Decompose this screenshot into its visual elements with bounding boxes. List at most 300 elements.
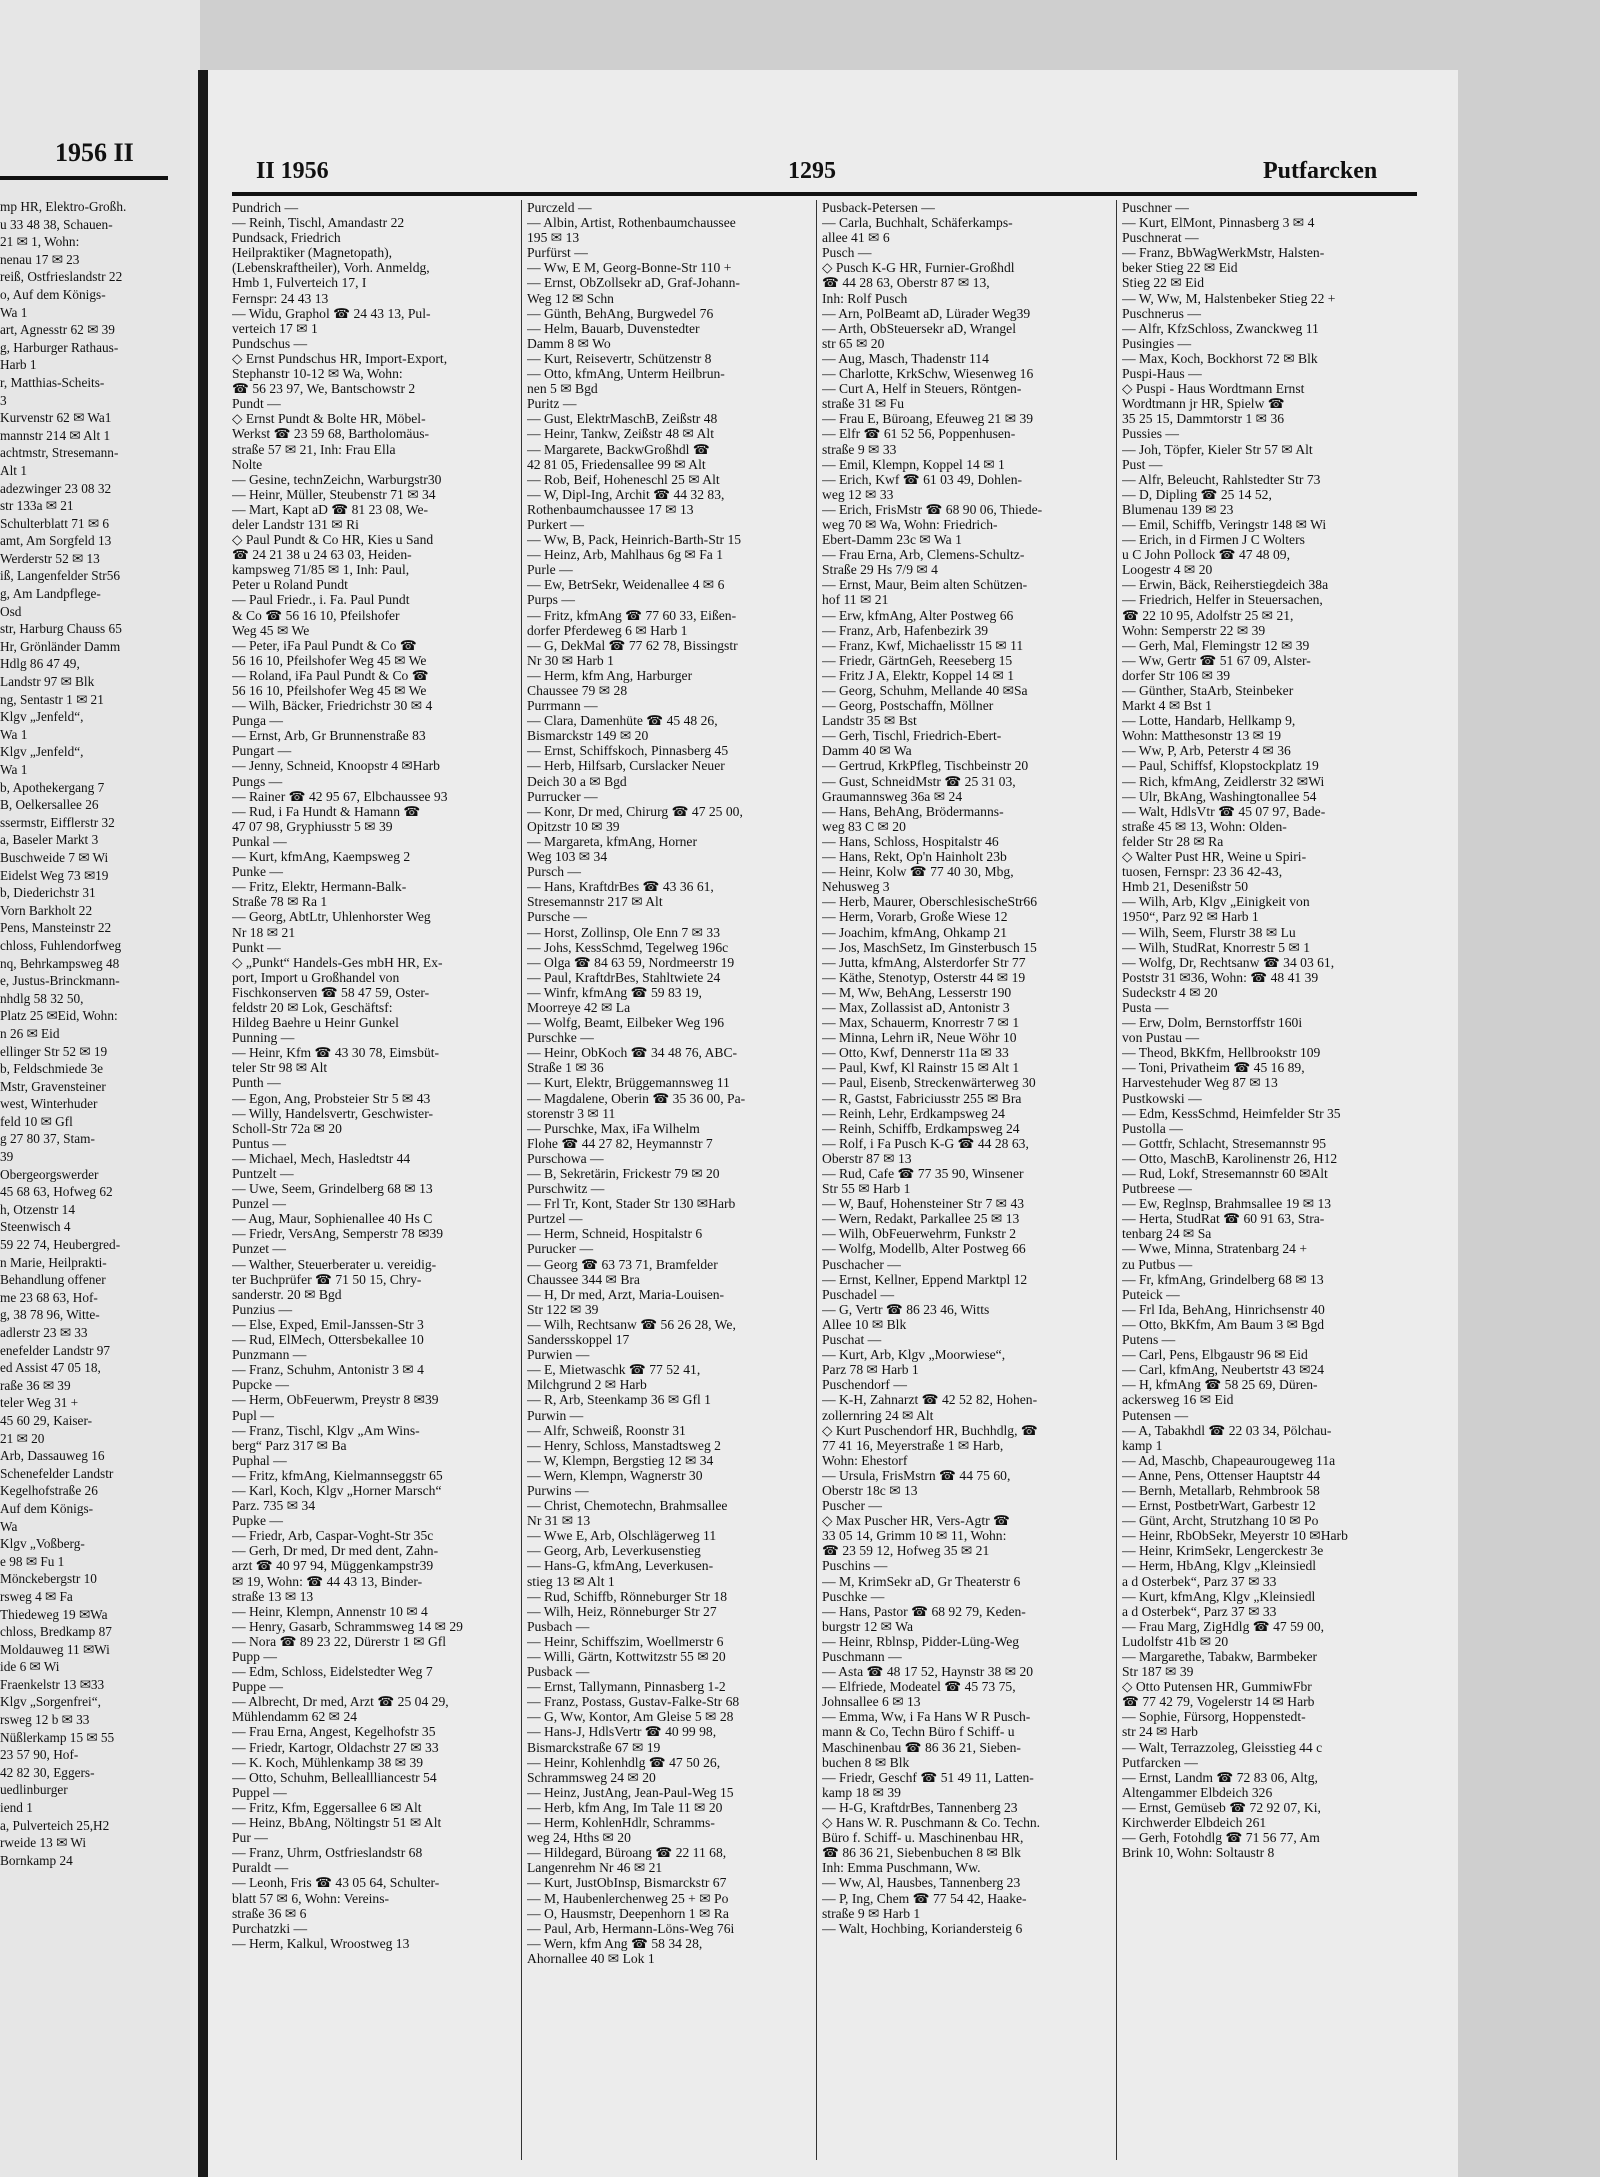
directory-entry-line: Pupl — — [232, 1407, 274, 1423]
directory-entry-line: Putbreese — — [1122, 1181, 1192, 1197]
directory-entry-line: — Widu, Graphol ☎ 24 43 13, Pul- — [232, 305, 431, 321]
directory-entry-line: straße 9 ✉ 33 — [822, 441, 897, 457]
directory-entry-line: — Arth, ObSteuersekr aD, Wrangel — [822, 320, 1016, 336]
directory-entry-line: tenbarg 24 ✉ Sa — [1122, 1226, 1212, 1242]
directory-entry-line: — Anne, Pens, Ottenser Hauptstr 44 — [1122, 1467, 1321, 1483]
directory-entry-line: zollernring 24 ✉ Alt — [822, 1407, 934, 1423]
directory-entry-line: Chaussee 79 ✉ 28 — [527, 683, 628, 698]
directory-entry-line: — Kurt, kfmAng, Kaempsweg 2 — [232, 849, 411, 865]
directory-entry-line: — Emil, Schiffb, Veringstr 148 ✉ Wi — [1122, 516, 1327, 532]
directory-entry-line: ◇ Puspi - Haus Wordtmann Ernst — [1122, 381, 1305, 397]
directory-entry-line: — Günt, Archt, Strutzhang 10 ✉ Po — [1122, 1513, 1319, 1529]
directory-entry-line: — Max, Zollassist aD, Antonistr 3 — [822, 999, 1010, 1015]
directory-entry-line: 33 05 14, Grimm 10 ✉ 11, Wohn: — [822, 1528, 1007, 1544]
directory-entry-line: Ludolfstr 41b ✉ 20 — [1122, 1633, 1229, 1649]
directory-entry-line: — Hans, BehAng, Brödermanns- — [822, 803, 1004, 819]
directory-entry-line: (Lebenskraftheiler), Vorh. Anmeldg, — [232, 260, 430, 276]
directory-entry-line: stieg 13 ✉ Alt 1 — [527, 1573, 615, 1589]
directory-entry-line: Weg 103 ✉ 34 — [527, 849, 608, 865]
directory-entry-line: Sandersskoppel 17 — [527, 1332, 630, 1348]
directory-entry-line: — Herm, KohlenHdlr, Schramms- — [527, 1815, 715, 1831]
directory-entry-line: — Heinr, Müller, Steubenstr 71 ✉ 34 — [232, 486, 436, 502]
directory-entry-line: Puntzelt — — [232, 1166, 294, 1181]
left-page-line: a, Pulverteich 25,H2 — [0, 1817, 110, 1833]
left-page-line: 21 ✉ 1, Wohn: — [0, 234, 80, 250]
directory-entry-line: — Egon, Ang, Probsteier Str 5 ✉ 43 — [232, 1090, 431, 1106]
directory-entry-line: — Minna, Lehrn iR, Neue Wöhr 10 — [822, 1030, 1017, 1046]
directory-entry-line: — Walt, HdlsVtr ☎ 45 07 97, Bade- — [1122, 803, 1326, 819]
directory-entry-line: straße 31 ✉ Fu — [822, 396, 904, 412]
directory-entry-line: — Uwe, Seem, Grindelberg 68 ✉ 13 — [232, 1181, 433, 1197]
directory-entry-line: — Ernst, ObZollsekr aD, Graf-Johann- — [527, 275, 740, 291]
directory-entry-line: Schrammsweg 24 ✉ 20 — [527, 1769, 656, 1785]
directory-entry-line: ☎ 24 21 38 u 24 63 03, Heiden- — [232, 547, 412, 563]
directory-entry-line: Parz 78 ✉ Harb 1 — [822, 1362, 919, 1378]
directory-entry-line: — G, DekMal ☎ 77 62 78, Bissingstr — [527, 637, 738, 653]
directory-entry-line: — Else, Exped, Emil-Janssen-Str 3 — [232, 1316, 424, 1332]
directory-entry-line: Puschke — — [822, 1588, 885, 1604]
left-page-rule — [0, 176, 168, 180]
directory-entry-line: Oberstr 18c ✉ 13 — [822, 1482, 918, 1498]
directory-entry-line: ackersweg 16 ✉ Eid — [1122, 1392, 1234, 1408]
directory-entry-line: Purfürst — — [527, 245, 588, 261]
directory-entry-line: — Friedr, Kartogr, Oldachstr 27 ✉ 33 — [232, 1739, 439, 1755]
directory-entry-line: str 65 ✉ 20 — [822, 335, 885, 351]
directory-entry-line: — Nora ☎ 89 23 22, Dürerstr 1 ✉ Gfl — [232, 1633, 447, 1649]
directory-entry-line: Purle — — [527, 562, 573, 578]
directory-entry-line: Flohe ☎ 44 27 82, Heymannstr 7 — [527, 1135, 713, 1151]
directory-entry-line: — Bernh, Metallarb, Rehmbrook 58 — [1122, 1482, 1320, 1498]
directory-entry-line: Chaussee 344 ✉ Bra — [527, 1271, 640, 1287]
left-page-line: ng, Sentastr 1 ✉ 21 — [0, 691, 104, 707]
directory-entry-line: Brink 10, Wohn: Soltaustr 8 — [1122, 1845, 1275, 1861]
directory-entry-line: 195 ✉ 13 — [527, 230, 580, 246]
directory-entry-line: — Magdalene, Oberin ☎ 35 36 00, Pa- — [527, 1090, 746, 1106]
adjacent-left-page — [0, 0, 200, 2177]
directory-entry-line: — Fritz, Kfm, Eggersallee 6 ✉ Alt — [232, 1799, 422, 1815]
directory-entry-line: Peter u Roland Pundt — [232, 577, 348, 593]
directory-entry-line: ✉ 19, Wohn: ☎ 44 43 13, Binder- — [232, 1573, 423, 1589]
directory-entry-line: — Carl, Pens, Elbgaustr 96 ✉ Eid — [1122, 1347, 1308, 1363]
directory-entry-line: — Wern, kfm Ang ☎ 58 34 28, — [527, 1935, 703, 1951]
directory-entry-line: — Elfr ☎ 61 52 56, Poppenhusen- — [822, 426, 1016, 442]
directory-entry-line: dorfer Pferdeweg 6 ✉ Harb 1 — [527, 622, 688, 638]
directory-entry-line: felder Str 28 ✉ Ra — [1122, 833, 1224, 849]
directory-entry-line: — Fritz, Elektr, Hermann-Balk- — [232, 879, 407, 895]
directory-entry-line: — Ernst, Schiffskoch, Pinnasberg 45 — [527, 743, 729, 759]
directory-entry-line: Nr 18 ✉ 21 — [232, 924, 296, 940]
directory-entry-line: — Paul Friedr., i. Fa. Paul Pundt — [232, 592, 410, 608]
left-page-line: feld 10 ✉ Gfl — [0, 1113, 73, 1129]
directory-entry-line: Punzel — — [232, 1196, 286, 1212]
directory-entry-line: Mühlendamm 62 ✉ 24 — [232, 1709, 358, 1725]
directory-entry-line: arzt ☎ 40 97 94, Müggenkampstr39 — [232, 1558, 434, 1574]
directory-entry-line: — Wolfg, Beamt, Eilbeker Weg 196 — [527, 1015, 725, 1031]
directory-entry-line: — Georg, Schuhm, Mellande 40 ✉Sa — [822, 683, 1028, 698]
left-page-line: Klgv „Jenfeld“, — [0, 709, 84, 725]
directory-entry-line: Puschmann — — [822, 1649, 902, 1664]
directory-entry-line: — Ernst, Landm ☎ 72 83 06, Altg, — [1122, 1769, 1318, 1785]
directory-entry-line: — Max, Koch, Bockhorst 72 ✉ Blk — [1122, 350, 1318, 366]
directory-entry-line: Fischkonserven ☎ 58 47 59, Oster- — [232, 984, 430, 1000]
directory-entry-line: ◇ Hans W. R. Puschmann & Co. Techn. — [822, 1815, 1041, 1831]
left-page-text — [0, 198, 195, 1869]
directory-entry-line: Pundt — — [232, 396, 281, 412]
directory-entry-line: Puschat — — [822, 1332, 882, 1348]
directory-entry-line: ◇ „Punkt“ Handels-Ges mbH HR, Ex- — [232, 954, 443, 970]
directory-entry-line: — Albin, Artist, Rothenbaumchaussee — [527, 215, 736, 231]
directory-entry-line: ◇ Ernst Pundschus HR, Import-Export, — [232, 350, 448, 366]
directory-entry-line: — Aug, Masch, Thadenstr 114 — [822, 350, 989, 366]
directory-entry-line: — Konr, Dr med, Chirurg ☎ 47 25 00, — [527, 803, 743, 819]
left-page-line: chloss, Bredkamp 87 — [0, 1624, 112, 1640]
left-page-line: h, Otzenstr 14 — [0, 1201, 75, 1217]
directory-entry-line: Loogestr 4 ✉ 20 — [1122, 562, 1213, 578]
directory-entry-line: — K-H, Zahnarzt ☎ 42 52 82, Hohen- — [822, 1392, 1038, 1408]
left-page-line: west, Winterhuder — [0, 1096, 98, 1112]
directory-entry-line: Purps — — [527, 592, 575, 608]
directory-entry-line: Pusingies — — [1122, 335, 1192, 351]
left-page-line: 3 — [0, 392, 7, 408]
directory-entry-line: — Käthe, Stenotyp, Osterstr 44 ✉ 19 — [822, 969, 1026, 985]
directory-entry-line: von Pustau — — [1122, 1030, 1200, 1046]
directory-entry-line: — Ernst, Arb, Gr Brunnenstraße 83 — [232, 728, 426, 744]
directory-entry-line: straße 45 ✉ 13, Wohn: Olden- — [1122, 818, 1287, 834]
book-gutter — [198, 70, 208, 2177]
directory-entry-line: — Paul, KraftdrBes, Stahltwiete 24 — [527, 969, 721, 985]
directory-entry-line: Weg 12 ✉ Schn — [527, 290, 614, 306]
directory-entry-line: Maschinenbau ☎ 86 36 21, Sieben- — [822, 1739, 1021, 1755]
directory-entry-line: — Wilh, StudRat, Knorrestr 5 ✉ 1 — [1122, 939, 1311, 955]
directory-entry-line: — H, Dr med, Arzt, Maria-Louisen- — [527, 1286, 725, 1302]
left-page-line: ed Assist 47 05 18, — [0, 1360, 101, 1376]
directory-entry-line: Puphal — — [232, 1452, 287, 1468]
directory-entry-line: — Reinh, Lehr, Erdkampsweg 24 — [822, 1105, 1005, 1121]
left-page-line: Wa 1 — [0, 762, 28, 777]
directory-entry-line: — Wilh, Seem, Flurstr 38 ✉ Lu — [1122, 924, 1296, 940]
left-page-line: o, Auf dem Königs- — [0, 286, 106, 302]
directory-entry-line: Inh: Emma Puschmann, Ww. — [822, 1860, 981, 1876]
directory-entry-line: — Wern, Redakt, Parkallee 25 ✉ 13 — [822, 1211, 1020, 1227]
directory-entry-line: — Gertrud, KrkPfleg, Tischbeinstr 20 — [822, 758, 1029, 774]
directory-entry-line: Pupp — — [232, 1649, 277, 1664]
directory-entry-line: — Christ, Chemotechn, Brahmsallee — [527, 1498, 728, 1514]
directory-entry-line: — Alfr, KfzSchloss, Zwanckweg 11 — [1122, 320, 1319, 336]
directory-entry-line: Purschowa — — [527, 1150, 604, 1166]
directory-entry-line: Nr 30 ✉ Harb 1 — [527, 652, 614, 668]
left-page-line: b, Feldschmiede 3e — [0, 1061, 104, 1077]
directory-entry-line: — Paul, Kwf, Kl Rainstr 15 ✉ Alt 1 — [822, 1060, 1020, 1076]
directory-entry-line: — Albrecht, Dr med, Arzt ☎ 25 04 29, — [232, 1694, 449, 1710]
directory-entry-line: — Wilh, Heiz, Rönneburger Str 27 — [527, 1603, 717, 1619]
directory-entry-line: port, Import u Großhandel von — [232, 969, 400, 985]
directory-entry-line: ☎ 22 10 95, Adolfstr 25 ✉ 21, — [1122, 607, 1294, 623]
directory-entry-line: Puschner — — [1122, 200, 1189, 215]
directory-entry-line: — Willi, Gärtn, Kottwitzstr 55 ✉ 20 — [527, 1649, 726, 1664]
directory-entry-line: & Co ☎ 56 16 10, Pfeilshofer — [232, 607, 400, 623]
directory-entry-line: Puntus — — [232, 1135, 287, 1151]
directory-entry-line: Kirchwerder Elbdeich 261 — [1122, 1815, 1267, 1831]
directory-entry-line: 35 25 15, Dammtorstr 1 ✉ 36 — [1122, 411, 1285, 427]
left-page-line: Platz 25 ✉Eid, Wohn: — [0, 1008, 118, 1024]
left-page-line: Hdlg 86 47 49, — [0, 656, 80, 672]
directory-entry-line: — Rud, Schiffb, Rönneburger Str 18 — [527, 1588, 727, 1604]
directory-entry-line: — Franz, Postass, Gustav-Falke-Str 68 — [527, 1694, 740, 1710]
directory-entry-line: — Ww, Al, Hausbes, Tannenberg 23 — [822, 1875, 1021, 1891]
directory-entry-line: Rothenbaumchaussee 17 ✉ 13 — [527, 501, 694, 517]
directory-entry-line: str 24 ✉ Harb — [1122, 1724, 1198, 1740]
directory-entry-line: ter Buchprüfer ☎ 71 50 15, Chry- — [232, 1271, 422, 1287]
directory-entry-line: Pusbach — — [527, 1618, 590, 1634]
directory-entry-line: — Herta, StudRat ☎ 60 91 63, Stra- — [1122, 1211, 1325, 1227]
directory-entry-line: ◇ Max Puscher HR, Vers-Agtr ☎ — [822, 1513, 1010, 1529]
left-page-line: adlerstr 23 ✉ 33 — [0, 1325, 88, 1340]
directory-entry-line: — Michael, Mech, Hasledtstr 44 — [232, 1150, 411, 1166]
directory-entry-line: Putfarcken — — [1122, 1754, 1198, 1770]
directory-entry-line: Pursche — — [527, 909, 588, 925]
directory-entry-line: — O, Hausmstr, Deepenhorn 1 ✉ Ra — [527, 1905, 729, 1921]
directory-entry-line: — Herb, kfm Ang, Im Tale 11 ✉ 20 — [527, 1799, 723, 1815]
directory-entry-line: — Roland, iFa Paul Pundt & Co ☎ — [232, 667, 429, 683]
directory-entry-line: — Edm, Schloss, Eidelstedter Weg 7 — [232, 1664, 433, 1680]
left-page-line: 39 — [0, 1149, 14, 1165]
left-page-line: mannstr 214 ✉ Alt 1 — [0, 427, 111, 443]
directory-entry-line: — Rolf, i Fa Pusch K-G ☎ 44 28 63, — [822, 1135, 1029, 1151]
column-divider — [816, 200, 817, 2160]
left-page-line: n Marie, Heilprakti- — [0, 1254, 107, 1270]
directory-entry-line: Damm 8 ✉ Wo — [527, 335, 611, 351]
page-number: 1295 — [788, 158, 836, 184]
directory-entry-line: — Fritz, kfmAng ☎ 77 60 33, Eißen- — [527, 607, 737, 623]
directory-entry-line: Puritz — — [527, 396, 577, 412]
directory-entry-line: — Fritz J A, Elektr, Koppel 14 ✉ 1 — [822, 667, 1015, 683]
directory-entry-line: Pussies — — [1122, 426, 1180, 442]
directory-entry-line: — Hans-G, kfmAng, Leverkusen- — [527, 1558, 714, 1574]
directory-entry-line: burgstr 12 ✉ Wa — [822, 1618, 913, 1634]
left-page-line: g, Harburger Rathaus- — [0, 339, 119, 355]
directory-entry-line: Stresemannstr 217 ✉ Alt — [527, 894, 663, 910]
directory-entry-line: — Kurt, Elektr, Brüggemannsweg 11 — [527, 1075, 730, 1091]
directory-entry-line: — Margarete, BackwGroßhdl ☎ — [527, 441, 710, 457]
directory-entry-line: Punth — — [232, 1075, 281, 1091]
directory-entry-line: Deich 30 a ✉ Bgd — [527, 773, 627, 789]
directory-entry-line: — Heinz, BbAng, Nöltingstr 51 ✉ Alt — [232, 1815, 442, 1831]
directory-entry-line: Pust — — [1122, 456, 1163, 472]
directory-entry-line: — Rainer ☎ 42 95 67, Elbchaussee 93 — [232, 788, 448, 804]
left-page-line: Kurvenstr 62 ✉ Wa1 — [0, 410, 112, 426]
directory-entry-line: Purrucker — — [527, 788, 598, 804]
directory-entry-line: — W, Dipl-Ing, Archit ☎ 44 32 83, — [527, 486, 725, 502]
directory-entry-line: Büro f. Schiff- u. Maschinenbau HR, — [822, 1830, 1024, 1846]
directory-entry-line: — Purschke, Max, iFa Wilhelm — [527, 1120, 700, 1136]
directory-entry-line: beker Stieg 22 ✉ Eid — [1122, 260, 1238, 276]
directory-entry-line: — Rob, Beif, Hoheneschl 25 ✉ Alt — [527, 471, 720, 487]
directory-entry-line: — Wern, Klempn, Wagnerstr 30 — [527, 1467, 703, 1483]
directory-entry-line: Punke — — [232, 864, 283, 880]
directory-entry-line: — Erw, Dolm, Bernstorffstr 160i — [1122, 1015, 1303, 1031]
directory-entry-line: — R, Gastst, Fabriciusstr 255 ✉ Bra — [822, 1090, 1022, 1106]
directory-entry-line: Hildeg Baehre u Heinr Gunkel — [232, 1015, 399, 1031]
directory-entry-line: Punkal — — [232, 833, 287, 849]
directory-entry-line: — Olga ☎ 84 63 59, Nordmeerstr 19 — [527, 954, 735, 970]
left-page-line: Fraenkelstr 13 ✉33 — [0, 1676, 105, 1692]
directory-entry-line: — Frau E, Büroang, Efeuweg 21 ✉ 39 — [822, 411, 1034, 427]
left-page-line: Klgv „Jenfeld“, — [0, 744, 84, 760]
left-page-line: 42 82 30, Eggers- — [0, 1764, 95, 1780]
directory-entry-line: — Otto, kfmAng, Unterm Heilbrun- — [527, 366, 725, 382]
directory-entry-line: — Carl, kfmAng, Neubertstr 43 ✉24 — [1122, 1362, 1325, 1378]
directory-entry-line: — Wolfg, Modellb, Alter Postweg 66 — [822, 1241, 1026, 1257]
left-page-line: Alt 1 — [0, 462, 27, 478]
directory-entry-line: — Ew, Reglnsp, Brahmsallee 19 ✉ 13 — [1122, 1196, 1332, 1212]
directory-entry-line: Weg 45 ✉ We — [232, 622, 310, 638]
directory-entry-line: — Heinr, Klempn, Annenstr 10 ✉ 4 — [232, 1603, 428, 1619]
directory-entry-line: Landstr 35 ✉ Bst — [822, 713, 917, 729]
directory-entry-line: — Erich, FrisMstr ☎ 68 90 06, Thiede- — [822, 501, 1043, 517]
left-page-line: e 98 ✉ Fu 1 — [0, 1553, 65, 1569]
directory-entry-line: — Heinr, Kohlenhdlg ☎ 47 50 26, — [527, 1754, 721, 1770]
directory-entry-line: — Henry, Gasarb, Schrammsweg 14 ✉ 29 — [232, 1618, 463, 1634]
directory-entry-line: — Kurt, JustObInsp, Bismarckstr 67 — [527, 1875, 727, 1891]
left-page-line: raße 36 ✉ 39 — [0, 1377, 71, 1393]
directory-entry-line: Puschnerat — — [1122, 230, 1199, 246]
directory-entry-line: Wohn: Ehestorf — [822, 1452, 908, 1468]
directory-entry-line: 77 41 16, Meyerstraße 1 ✉ Harb, — [822, 1437, 1004, 1453]
directory-entry-line: Markt 4 ✉ Bst 1 — [1122, 698, 1212, 714]
directory-entry-line: Scholl-Str 72a ✉ 20 — [232, 1120, 342, 1136]
directory-entry-line: — Franz, Arb, Hafenbezirk 39 — [822, 622, 989, 638]
directory-entry-line: — D, Dipling ☎ 25 14 52, — [1122, 486, 1272, 502]
directory-entry-line: — Herb, Hilfsarb, Curslacker Neuer — [527, 758, 725, 774]
directory-entry-line: — Heinr, RbObSekr, Meyerstr 10 ✉Harb — [1122, 1528, 1348, 1544]
directory-entry-line: — B, Sekretärin, Frickestr 79 ✉ 20 — [527, 1166, 720, 1181]
left-page-line: rsweg 4 ✉ Fa — [0, 1588, 73, 1604]
directory-entry-line: — Wilh, Bäcker, Friedrichstr 30 ✉ 4 — [232, 698, 433, 714]
directory-entry-line: — Erwin, Bäck, Reiherstiegdeich 38a — [1122, 577, 1329, 593]
left-page-line: g, 38 78 96, Witte- — [0, 1307, 100, 1323]
directory-entry-line: Milchgrund 2 ✉ Harb — [527, 1377, 647, 1393]
left-page-line: e, Justus-Brinckmann- — [0, 973, 120, 989]
directory-entry-line: — Otto, Schuhm, Belleallliancestr 54 — [232, 1769, 437, 1785]
directory-entry-line: Wohn: Matthesonstr 13 ✉ 19 — [1122, 728, 1282, 744]
left-page-line: B, Oelkersallee 26 — [0, 797, 99, 813]
directory-entry-line: — Heinz, JustAng, Jean-Paul-Weg 15 — [527, 1784, 734, 1800]
left-page-line: chloss, Fuhlendorfweg — [0, 937, 122, 953]
directory-entry-line: Punzmann — — [232, 1347, 307, 1363]
directory-entry-line: — Franz, BbWagWerkMstr, Halsten- — [1122, 245, 1325, 261]
directory-entry-line: Purchatzki — — [232, 1920, 308, 1936]
left-page-line: Wa 1 — [0, 726, 28, 742]
directory-entry-line: — Wolfg, Dr, Rechtsanw ☎ 34 03 61, — [1122, 954, 1335, 970]
directory-entry-line: — Winfr, kfmAng ☎ 59 83 19, — [527, 984, 702, 1000]
left-page-line: reiß, Ostfrieslandstr 22 — [0, 269, 123, 285]
directory-entry-line: Str 187 ✉ 39 — [1122, 1664, 1194, 1680]
directory-entry-line: Werkst ☎ 23 59 68, Bartholomäus- — [232, 426, 430, 442]
directory-entry-line: Stephanstr 10-12 ✉ Wa, Wohn: — [232, 366, 403, 382]
directory-entry-line: — Willy, Handelsvertr, Geschwister- — [232, 1105, 433, 1121]
directory-entry-line: — Jos, MaschSetz, Im Ginsterbusch 15 — [822, 939, 1037, 955]
column-divider — [1116, 200, 1117, 2160]
directory-entry-line: — Fritz, kfmAng, Kielmannseggstr 65 — [232, 1467, 443, 1483]
directory-entry-line: — Ww, P, Arb, Peterstr 4 ✉ 36 — [1122, 743, 1291, 759]
directory-entry-line: — Georg, AbtLtr, Uhlenhorster Weg — [232, 909, 431, 925]
directory-entry-line: Bismarckstr 149 ✉ 20 — [527, 728, 649, 744]
directory-entry-line: — Herm, ObFeuerwm, Preystr 8 ✉39 — [232, 1392, 439, 1408]
directory-column-3 — [822, 200, 1112, 2160]
left-page-line: Pens, Mansteinstr 22 — [0, 920, 112, 936]
directory-entry-line: Punning — — [232, 1030, 295, 1046]
directory-entry-line: — Walther, Steuerberater u. vereidig- — [232, 1256, 437, 1272]
directory-entry-line: Purwins — — [527, 1482, 589, 1498]
left-page-line: Moldauweg 11 ✉Wi — [0, 1641, 110, 1657]
directory-entry-line: — Friedr, VersAng, Semperstr 78 ✉39 — [232, 1226, 444, 1242]
directory-column-2 — [527, 200, 812, 2160]
directory-entry-line: — Hans, KraftdrBes ☎ 43 36 61, — [527, 879, 714, 895]
directory-entry-line: Purrmann — — [527, 698, 598, 714]
left-page-line: g, Am Landpflege- — [0, 586, 101, 602]
directory-entry-line: — Georg, Arb, Leverkusenstieg — [527, 1543, 701, 1559]
directory-entry-line: berg“ Parz 317 ✉ Ba — [232, 1437, 347, 1453]
directory-entry-line: ◇ Pusch K-G HR, Furnier-Großhdl — [822, 260, 1015, 276]
directory-entry-line: — Lotte, Handarb, Hellkamp 9, — [1122, 713, 1296, 729]
directory-entry-line: Nolte — [232, 456, 263, 472]
directory-entry-line: Str 122 ✉ 39 — [527, 1301, 599, 1317]
directory-entry-line: — Karl, Koch, Klgv „Horner Marsch“ — [232, 1482, 442, 1498]
directory-entry-line: Punkt — — [232, 939, 281, 955]
directory-entry-line: Johnsallee 6 ✉ 13 — [822, 1694, 921, 1710]
directory-entry-line: — Aug, Maur, Sophienallee 40 Hs C — [232, 1211, 433, 1227]
directory-entry-line: — Peter, iFa Paul Pundt & Co ☎ — [232, 637, 417, 653]
left-page-line: Auf dem Königs- — [0, 1500, 94, 1516]
directory-entry-line: — Herm, Schneid, Hospitalstr 6 — [527, 1226, 703, 1242]
directory-entry-line: — Heinr, Schiffszim, Woellmerstr 6 — [527, 1633, 724, 1649]
directory-entry-line: Pundsack, Friedrich — [232, 230, 341, 246]
left-page-line: adezwinger 23 08 32 — [0, 480, 112, 496]
directory-entry-line: Heilpraktiker (Magnetopath), — [232, 245, 393, 261]
directory-entry-line: a d Osterbek“, Parz 37 ✉ 33 — [1122, 1573, 1277, 1589]
left-page-line: iend 1 — [0, 1800, 33, 1816]
directory-entry-line: Pusta — — [1122, 999, 1169, 1015]
left-page-line: 59 22 74, Heubergred- — [0, 1237, 121, 1253]
directory-entry-line: Puraldt — — [232, 1860, 289, 1876]
directory-entry-line: — Wilh, Arb, Klgv „Einigkeit von — [1122, 894, 1310, 910]
directory-entry-line: ☎ 56 23 97, We, Bantschowstr 2 — [232, 381, 416, 397]
directory-entry-line: — Emma, Ww, i Fa Hans W R Pusch- — [822, 1709, 1031, 1725]
directory-entry-line: — M, Haubenlerchenweg 25 + ✉ Po — [527, 1890, 729, 1906]
directory-entry-line: Inh: Rolf Pusch — [822, 290, 908, 306]
directory-entry-line: Straße 29 Hs 7/9 ✉ 4 — [822, 562, 938, 578]
left-page-line: rsweg 12 b ✉ 33 — [0, 1712, 90, 1728]
directory-entry-line: Hmb 21, Desenißstr 50 — [1122, 879, 1249, 895]
directory-entry-line: — Joachim, kfmAng, Ohkamp 21 — [822, 924, 1008, 940]
directory-entry-line: storenstr 3 ✉ 11 — [527, 1105, 616, 1121]
directory-entry-line: — Franz, Uhrm, Ostfrieslandstr 68 — [232, 1845, 423, 1861]
directory-entry-line: Pustolla — — [1122, 1120, 1183, 1136]
directory-entry-line: ◇ Walter Pust HR, Weine u Spiri- — [1122, 849, 1307, 865]
directory-entry-line: weg 12 ✉ 33 — [822, 486, 894, 502]
directory-entry-line: Altengammer Elbdeich 326 — [1122, 1784, 1273, 1800]
directory-entry-line: — Horst, Zollinsp, Ole Enn 7 ✉ 33 — [527, 924, 721, 940]
directory-entry-line: — A, Tabakhdl ☎ 22 03 34, Pölchau- — [1122, 1422, 1332, 1438]
directory-entry-line: dorfer Str 106 ✉ 39 — [1122, 667, 1231, 683]
directory-entry-line: — Walt, Hochbing, Koriandersteig 6 — [822, 1920, 1023, 1936]
directory-entry-line: — Franz, Tischl, Klgv „Am Wins- — [232, 1422, 420, 1438]
directory-entry-line: — Jutta, kfmAng, Alsterdorfer Str 77 — [822, 954, 1026, 970]
directory-entry-line: — Günther, StaArb, Steinbeker — [1122, 683, 1294, 698]
directory-entry-line: — Rich, kfmAng, Zeidlerstr 32 ✉Wi — [1122, 773, 1325, 789]
directory-entry-line: Ebert-Damm 23c ✉ Wa 1 — [822, 532, 962, 548]
directory-entry-line: Pupcke — — [232, 1377, 290, 1393]
